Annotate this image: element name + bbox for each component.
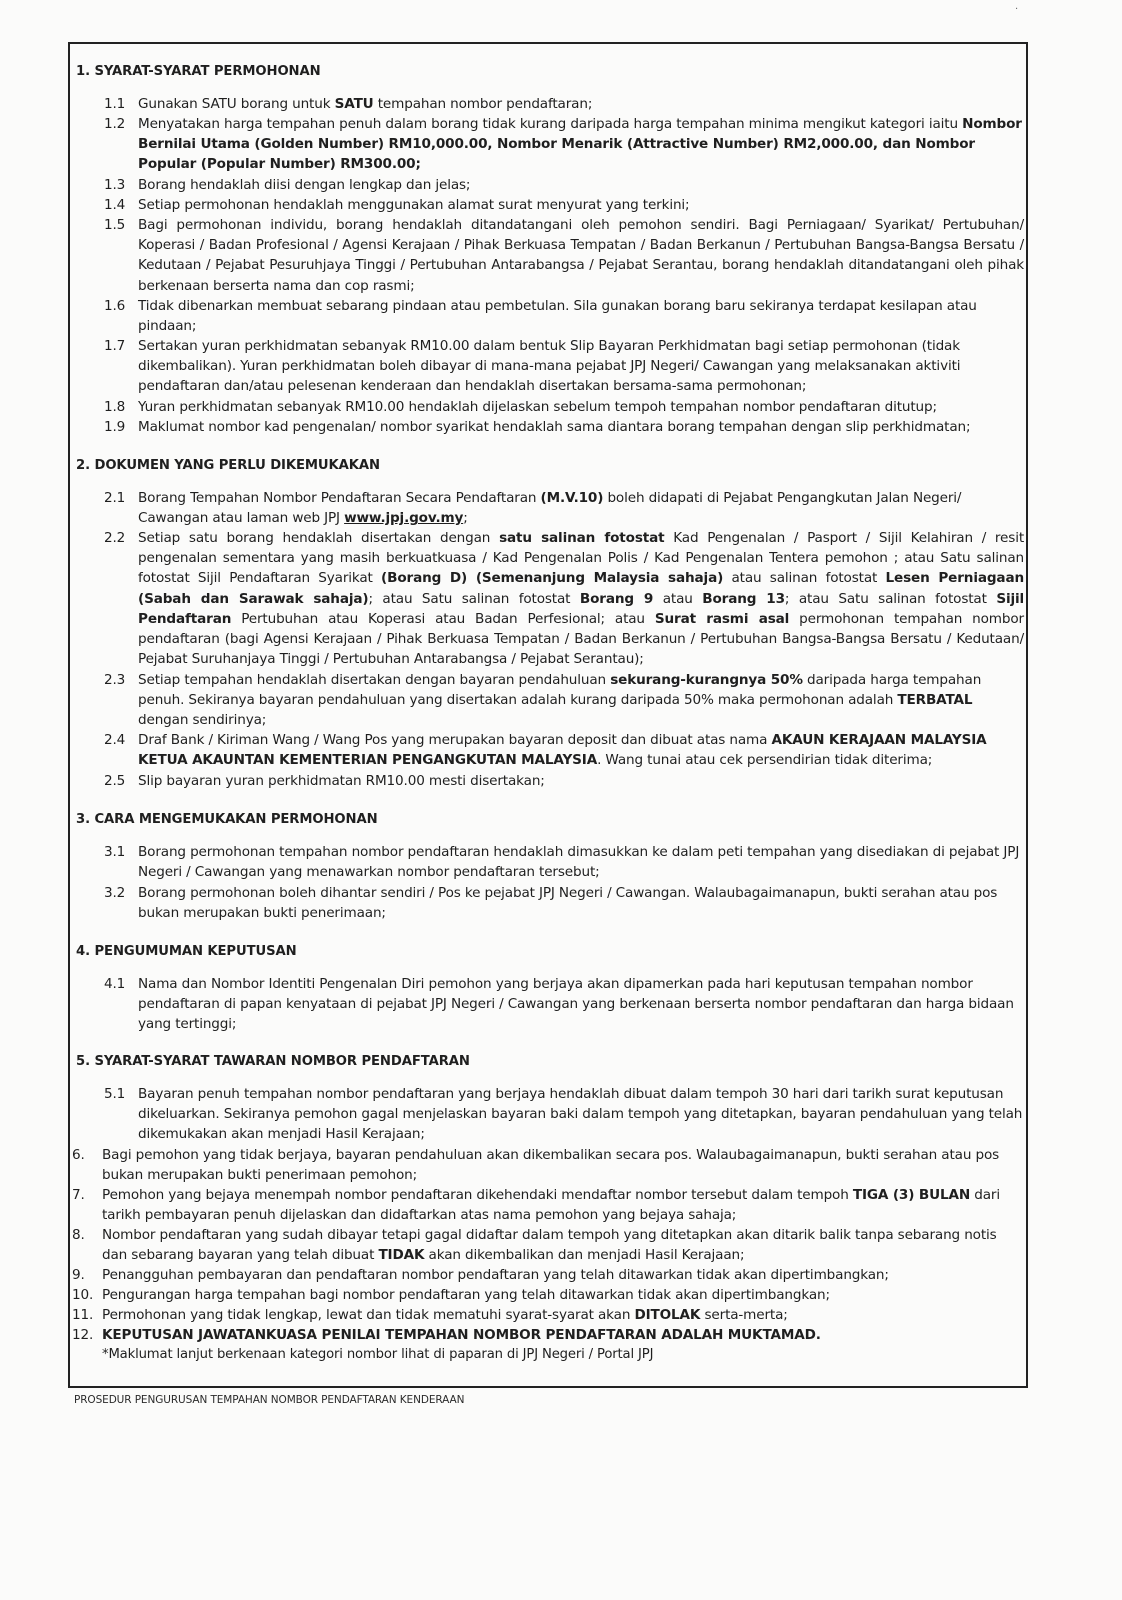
scan-speck: · <box>1015 4 1019 15</box>
section-title-cara: 3. CARA MENGEMUKAKAN PERMOHONAN <box>76 812 378 827</box>
item-number: 3.1 <box>104 844 126 860</box>
item-text: Pengurangan harga tempahan bagi nombor pendaftaran yang telah ditawarkan tidak akan dipertimbangkan; <box>102 1287 830 1303</box>
item-text: Draf Bank / Kiriman Wang / Wang Pos yang merupakan bayaran deposit dan dibuat atas nama AKAUN KERAJAAN MALAYSIA KETUA AKAUNTAN KEMENTERIAN PENGANGKUTAN MALAYSIA. Wang tunai atau cek persendirian tidak diterima; <box>138 732 987 769</box>
item-number: 1.1 <box>104 96 126 112</box>
item-number: 2.1 <box>104 490 126 506</box>
item-text: KEPUTUSAN JAWATANKUASA PENILAI TEMPAHAN NOMBOR PENDAFTARAN ADALAH MUKTAMAD. <box>102 1327 821 1343</box>
item-number: 2.3 <box>104 672 126 688</box>
item-text: Borang permohonan boleh dihantar sendiri / Pos ke pejabat JPJ Negeri / Cawangan. Walaubagaimanapun, bukti serahan atau pos bukan merupakan bukti penerimaan; <box>138 885 998 922</box>
item-number: 1.4 <box>104 197 126 213</box>
item-text: Bagi pemohon yang tidak berjaya, bayaran pendahuluan akan dikembalikan secara pos. Walaubagaimanapun, bukti serahan atau pos bukan merupakan bukti penerimaan pemohon; <box>102 1147 1000 1184</box>
item-3-2 <box>104 883 1024 923</box>
item-7 <box>72 1185 1022 1225</box>
item-number: 4.1 <box>104 976 126 992</box>
item-text: Setiap permohonan hendaklah menggunakan alamat surat menyurat yang terkini; <box>138 197 690 213</box>
item-10 <box>72 1285 1022 1305</box>
item-2-2 <box>104 528 1025 669</box>
item-number: 9. <box>72 1267 85 1283</box>
item-4-1 <box>104 974 1024 1035</box>
item-text: Pemohon yang bejaya menempah nombor pendaftaran dikehendaki mendaftar nombor tersebut dalam tempoh TIGA (3) BULAN dari tarikh pembayaran penuh dijelaskan dan didaftarkan atas nama pemohon yang bejaya sahaja; <box>102 1187 1000 1224</box>
item-number: 1.7 <box>104 338 126 354</box>
item-text: Tidak dibenarkan membuat sebarang pindaan atau pembetulan. Sila gunakan borang baru sekiranya terdapat kesilapan atau pindaan; <box>138 298 977 335</box>
item-text: Bayaran penuh tempahan nombor pendaftaran yang berjaya hendaklah dibuat dalam tempoh 30 hari dari tarikh surat keputusan dikeluarkan. Sekiranya pemohon gagal menjelaskan bayaran baki dalam tempoh yang ditetapkan, bayaran pendahuluan yang telah dikemukakan akan menjadi Hasil Kerajaan; <box>138 1086 1023 1143</box>
item-text: Menyatakan harga tempahan penuh dalam borang tidak kurang daripada harga tempahan minima mengikut kategori iaitu Nombor Bernilai Utama (Golden Number) RM10,000.00, Nombor Menarik (Attractive Number) RM2,000.00, dan Nombor Popular (Popular Number) RM300.00; <box>138 116 1022 173</box>
item-8 <box>72 1225 1022 1265</box>
item-number: 12. <box>72 1327 94 1343</box>
item-number: 3.2 <box>104 885 126 901</box>
item-1-2 <box>104 114 1024 175</box>
document-frame <box>68 42 1028 1388</box>
item-number: 10. <box>72 1287 94 1303</box>
item-9 <box>72 1265 1022 1285</box>
section-title-pengumuman: 4. PENGUMUMAN KEPUTUSAN <box>76 944 297 959</box>
footnote: *Maklumat lanjut berkenaan kategori nombor lihat di paparan di JPJ Negeri / Portal JPJ <box>102 1347 654 1362</box>
item-number: 1.9 <box>104 419 126 435</box>
item-text: Yuran perkhidmatan sebanyak RM10.00 hendaklah dijelaskan sebelum tempoh tempahan nombor pendaftaran ditutup; <box>138 399 937 415</box>
item-text: Penangguhan pembayaran dan pendaftaran nombor pendaftaran yang telah ditawarkan tidak akan dipertimbangkan; <box>102 1267 889 1283</box>
item-2-4 <box>104 730 1024 770</box>
item-1-8 <box>104 397 1024 417</box>
item-1-5 <box>104 215 1024 296</box>
item-1-7 <box>104 336 1024 397</box>
item-1-1 <box>104 94 1024 114</box>
item-1-9 <box>104 417 1024 437</box>
item-text: Maklumat nombor kad pengenalan/ nombor syarikat hendaklah sama diantara borang tempahan dengan slip perkhidmatan; <box>138 419 971 435</box>
item-1-3 <box>104 175 1024 195</box>
item-text: Nombor pendaftaran yang sudah dibayar tetapi gagal didaftar dalam tempoh yang ditetapkan akan ditarik balik tanpa sebarang notis dan sebarang bayaran yang telah dibuat TIDAK akan dikembalikan dan menjadi Hasil Kerajaan; <box>102 1227 997 1264</box>
item-text: Setiap tempahan hendaklah disertakan dengan bayaran pendahuluan sekurang-kurangnya 50% daripada harga tempahan penuh. Sekiranya bayaran pendahuluan yang disertakan adalah kurang daripada 50% maka permohonan adalah TERBATAL dengan sendirinya; <box>138 672 982 729</box>
item-3-1 <box>104 842 1024 882</box>
item-number: 1.8 <box>104 399 126 415</box>
item-text: Borang hendaklah diisi dengan lengkap dan jelas; <box>138 177 471 193</box>
item-number: 1.6 <box>104 298 126 314</box>
item-2-5 <box>104 771 1024 791</box>
item-text: Gunakan SATU borang untuk SATU tempahan nombor pendaftaran; <box>138 96 593 112</box>
item-number: 2.2 <box>104 530 126 546</box>
item-text: Setiap satu borang hendaklah disertakan dengan satu salinan fotostat Kad Pengenalan / Pasport / Sijil Kelahiran / resit pengenalan sementara yang masih berkuatkuasa / Kad Pengenalan Polis / Kad Pengenalan Tentera pemohon ; atau Satu salinan fotostat Sijil Pendaftaran Syarikat (Borang D) (Semenanjung Malaysia sahaja) atau salinan fotostat Lesen Perniagaan (Sabah dan Sarawak sahaja); atau Satu salinan fotostat Borang 9 atau Borang 13; atau Satu salinan fotostat Sijil Pendaftaran Pertubuhan atau Koperasi atau Badan Perfesional; atau Surat rasmi asal permohonan tempahan nombor pendaftaran (bagi Agensi Kerajaan / Pihak Berkuasa Tempatan / Badan Berkanun / Pertubuhan Bangsa-Bangsa Bersatu / Kedutaan/ Pejabat Suruhanjaya Tinggi / Pertubuhan Antarabangsa / Pejabat Serantau); <box>138 530 1025 668</box>
item-11 <box>72 1305 1022 1325</box>
item-1-4 <box>104 195 1024 215</box>
footer-caption: PROSEDUR PENGURUSAN TEMPAHAN NOMBOR PENDAFTARAN KENDERAAN <box>74 1394 465 1406</box>
item-number: 1.5 <box>104 217 126 233</box>
item-text: Sertakan yuran perkhidmatan sebanyak RM10.00 dalam bentuk Slip Bayaran Perkhidmatan bagi setiap permohonan (tidak dikembalikan). Yuran perkhidmatan boleh dibayar di mana-mana pejabat JPJ Negeri/ Cawangan yang melaksanakan aktiviti pendaftaran dan/atau pelesenan kenderaan dan hendaklah disertakan bersama-sama permohonan; <box>138 338 961 395</box>
item-number: 2.5 <box>104 773 126 789</box>
item-text: Slip bayaran yuran perkhidmatan RM10.00 mesti disertakan; <box>138 773 545 789</box>
item-text: Nama dan Nombor Identiti Pengenalan Diri pemohon yang berjaya akan dipamerkan pada hari keputusan tempahan nombor pendaftaran di papan kenyataan di pejabat JPJ Negeri / Cawangan yang berkenaan berserta nombor pendaftaran dan harga bidaan yang tertinggi; <box>138 976 1014 1033</box>
section-title-tawaran: 5. SYARAT-SYARAT TAWARAN NOMBOR PENDAFTARAN <box>76 1054 470 1069</box>
section-title-syarat-permohonan: 1. SYARAT-SYARAT PERMOHONAN <box>76 64 321 79</box>
section-title-dokumen: 2. DOKUMEN YANG PERLU DIKEMUKAKAN <box>76 458 380 473</box>
item-2-3 <box>104 670 1024 731</box>
item-number: 1.3 <box>104 177 126 193</box>
item-1-6 <box>104 296 1024 336</box>
item-2-1 <box>104 488 1024 528</box>
item-text: Borang Tempahan Nombor Pendaftaran Secara Pendaftaran (M.V.10) boleh didapati di Pejabat Pengangkutan Jalan Negeri/ Cawangan atau laman web JPJ www.jpj.gov.my; <box>138 490 962 527</box>
item-number: 11. <box>72 1307 94 1323</box>
item-number: 1.2 <box>104 116 126 132</box>
item-text: Bagi permohonan individu, borang hendaklah ditandatangani oleh pemohon sendiri. Bagi Perniagaan/ Syarikat/ Pertubuhan/ Koperasi / Badan Profesional / Agensi Kerajaan / Pihak Berkuasa Tempatan / Badan Berkanun / Pertubuhan Bangsa-Bangsa Bersatu / Kedutaan / Pejabat Pesuruhjaya Tinggi / Pertubuhan Antarabangsa / Pejabat Serantau, borang hendaklah ditandatangani oleh pihak berkenaan berserta nama dan cop rasmi; <box>138 217 1024 294</box>
item-number: 7. <box>72 1187 85 1203</box>
item-12 <box>72 1325 1022 1345</box>
item-number: 6. <box>72 1147 85 1163</box>
item-5-1 <box>104 1084 1024 1145</box>
item-number: 5.1 <box>104 1086 126 1102</box>
item-6 <box>72 1145 1022 1185</box>
item-text: Borang permohonan tempahan nombor pendaftaran hendaklah dimasukkan ke dalam peti tempahan yang disediakan di pejabat JPJ Negeri / Cawangan yang menawarkan nombor pendaftaran tersebut; <box>138 844 1020 881</box>
item-number: 2.4 <box>104 732 126 748</box>
item-text: Permohonan yang tidak lengkap, lewat dan tidak mematuhi syarat-syarat akan DITOLAK serta-merta; <box>102 1307 788 1323</box>
item-number: 8. <box>72 1227 85 1243</box>
